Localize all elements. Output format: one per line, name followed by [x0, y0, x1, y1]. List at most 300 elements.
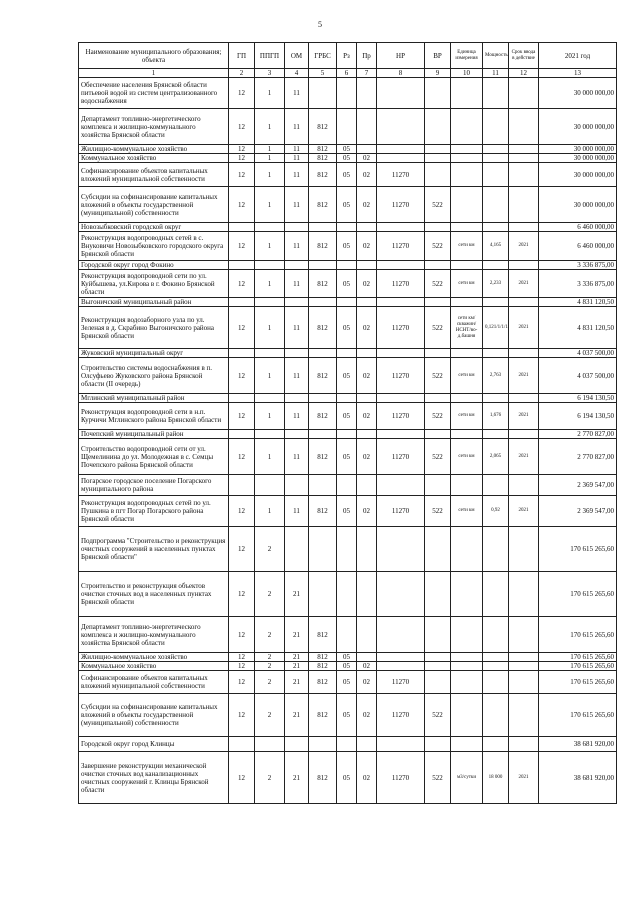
col-number: 10: [451, 69, 483, 78]
cell-vr: [425, 109, 451, 145]
cell-rz: [337, 261, 357, 270]
cell-vr: [425, 163, 451, 187]
cell-om: 11: [285, 109, 309, 145]
cell-ppgp: 1: [255, 78, 285, 109]
cell-grbs: 812: [309, 154, 337, 163]
cell-vr: 522: [425, 358, 451, 394]
cell-amount: 4 037 500,00: [539, 349, 617, 358]
cell-ppgp: 2: [255, 752, 285, 804]
cell-gp: 12: [229, 187, 255, 223]
cell-amount: 170 615 265,60: [539, 662, 617, 671]
cell-grbs: 812: [309, 496, 337, 527]
table-row: [79, 163, 617, 187]
header-row: [79, 43, 617, 69]
cell-amount: 170 615 265,60: [539, 617, 617, 653]
cell-grbs: 812: [309, 187, 337, 223]
cell-om: [285, 527, 309, 572]
cell-om: 11: [285, 78, 309, 109]
cell-pr: [357, 261, 377, 270]
cell-amount: 30 000 000,00: [539, 187, 617, 223]
cell-name: Строительство водопроводной сети от ул. Щемелинина до ул. Молодежная в с. Семцы Почепского района Брянской области: [79, 439, 229, 475]
cell-name: Департамент топливно-энергетического комплекса и жилищно-коммунального хозяйства Брянской области: [79, 617, 229, 653]
col-header-gp: ГП: [229, 43, 255, 69]
cell-grbs: [309, 298, 337, 307]
cell-unit: [451, 394, 483, 403]
col-number: 5: [309, 69, 337, 78]
cell-vr: 522: [425, 403, 451, 430]
cell-rz: [337, 430, 357, 439]
cell-name: Коммунальное хозяйство: [79, 662, 229, 671]
cell-power: [483, 78, 509, 109]
budget-table: [78, 42, 617, 804]
cell-om: 21: [285, 572, 309, 617]
cell-name: Софинансирование объектов капитальных вложений муниципальной собственности: [79, 671, 229, 694]
cell-ppgp: 2: [255, 617, 285, 653]
table-row: [79, 349, 617, 358]
cell-vr: [425, 617, 451, 653]
cell-om: [285, 298, 309, 307]
cell-power: [483, 109, 509, 145]
cell-nr: 11270: [377, 752, 425, 804]
cell-vr: 522: [425, 496, 451, 527]
cell-unit: [451, 430, 483, 439]
cell-year-in: 2021: [509, 307, 539, 349]
cell-ppgp: 2: [255, 572, 285, 617]
cell-unit: [451, 737, 483, 752]
cell-rz: [337, 475, 357, 496]
cell-gp: [229, 394, 255, 403]
cell-ppgp: 1: [255, 270, 285, 298]
cell-om: 21: [285, 752, 309, 804]
table-row: [79, 394, 617, 403]
cell-vr: 522: [425, 270, 451, 298]
cell-unit: сети км: [451, 232, 483, 261]
cell-grbs: 812: [309, 671, 337, 694]
cell-pr: 02: [357, 154, 377, 163]
cell-pr: 02: [357, 496, 377, 527]
cell-nr: 11270: [377, 403, 425, 430]
cell-pr: [357, 572, 377, 617]
cell-unit: [451, 163, 483, 187]
cell-pr: 02: [357, 694, 377, 737]
cell-ppgp: [255, 223, 285, 232]
cell-grbs: 812: [309, 270, 337, 298]
table-row: [79, 154, 617, 163]
cell-ppgp: 1: [255, 187, 285, 223]
col-header-pr: Пр: [357, 43, 377, 69]
table-row: [79, 187, 617, 223]
cell-nr: 11270: [377, 232, 425, 261]
cell-year-in: [509, 298, 539, 307]
cell-amount: 38 681 920,00: [539, 752, 617, 804]
table-row: [79, 307, 617, 349]
cell-gp: [229, 475, 255, 496]
cell-gp: 12: [229, 752, 255, 804]
cell-gp: 12: [229, 617, 255, 653]
cell-om: 21: [285, 617, 309, 653]
cell-vr: 522: [425, 752, 451, 804]
cell-pr: 02: [357, 232, 377, 261]
cell-name: Жилищно-коммунальное хозяйство: [79, 653, 229, 662]
cell-power: 0,92: [483, 496, 509, 527]
cell-pr: [357, 475, 377, 496]
cell-unit: сети км: [451, 439, 483, 475]
cell-grbs: 812: [309, 358, 337, 394]
cell-unit: [451, 671, 483, 694]
cell-nr: [377, 394, 425, 403]
page-number: 5: [318, 20, 322, 29]
cell-grbs: [309, 78, 337, 109]
cell-nr: 11270: [377, 163, 425, 187]
cell-om: [285, 394, 309, 403]
cell-nr: [377, 662, 425, 671]
cell-power: [483, 737, 509, 752]
cell-name: Строительство и реконструкция объектов очистки сточных вод в населенных пунктах Брянской области: [79, 572, 229, 617]
cell-pr: 02: [357, 163, 377, 187]
cell-vr: [425, 475, 451, 496]
cell-vr: 522: [425, 232, 451, 261]
cell-gp: 12: [229, 572, 255, 617]
cell-name: Выгоничский муниципальный район: [79, 298, 229, 307]
cell-nr: [377, 298, 425, 307]
cell-nr: [377, 145, 425, 154]
cell-om: 11: [285, 439, 309, 475]
cell-vr: [425, 154, 451, 163]
col-header-year: 2021 год: [539, 43, 617, 69]
cell-amount: 30 000 000,00: [539, 109, 617, 145]
cell-amount: 2 770 827,00: [539, 430, 617, 439]
cell-gp: 12: [229, 439, 255, 475]
cell-name: Софинансирование объектов капитальных вложений муниципальной собственности: [79, 163, 229, 187]
cell-amount: 2 369 547,00: [539, 475, 617, 496]
cell-year-in: [509, 154, 539, 163]
cell-om: 11: [285, 145, 309, 154]
cell-ppgp: 2: [255, 653, 285, 662]
table-row: [79, 439, 617, 475]
cell-pr: [357, 109, 377, 145]
cell-year-in: [509, 394, 539, 403]
cell-rz: 05: [337, 403, 357, 430]
cell-grbs: [309, 430, 337, 439]
col-header-name: Наименование муниципального образования; объекта: [79, 43, 229, 69]
cell-grbs: 812: [309, 439, 337, 475]
cell-gp: 12: [229, 307, 255, 349]
cell-nr: [377, 78, 425, 109]
cell-unit: м3/сутки: [451, 752, 483, 804]
cell-name: Завершение реконструкции механической очистки сточных вод канализационных очистных сооружений г. Клинцы Брянской области: [79, 752, 229, 804]
cell-name: Городской округ город Фокино: [79, 261, 229, 270]
cell-vr: [425, 145, 451, 154]
cell-gp: [229, 261, 255, 270]
numbering-row: [79, 69, 617, 78]
cell-power: 0,121/1/1/1: [483, 307, 509, 349]
cell-ppgp: 2: [255, 662, 285, 671]
cell-power: 18 000: [483, 752, 509, 804]
cell-year-in: 2021: [509, 232, 539, 261]
cell-pr: [357, 617, 377, 653]
col-number: 9: [425, 69, 451, 78]
cell-ppgp: 1: [255, 145, 285, 154]
cell-vr: [425, 737, 451, 752]
cell-rz: 05: [337, 187, 357, 223]
table-row: [79, 653, 617, 662]
cell-vr: 522: [425, 439, 451, 475]
col-number: 4: [285, 69, 309, 78]
col-number: 3: [255, 69, 285, 78]
cell-name: Реконструкция водопроводной сети по ул. Куйбышева, ул.Кирова в г. Фокино Брянской области: [79, 270, 229, 298]
cell-power: [483, 187, 509, 223]
col-number: 2: [229, 69, 255, 78]
cell-nr: 11270: [377, 694, 425, 737]
col-number: 12: [509, 69, 539, 78]
cell-grbs: [309, 737, 337, 752]
cell-amount: 170 615 265,60: [539, 694, 617, 737]
col-header-rz: Рз: [337, 43, 357, 69]
cell-nr: [377, 154, 425, 163]
cell-amount: 3 336 875,00: [539, 270, 617, 298]
col-header-ppgp: ППГП: [255, 43, 285, 69]
cell-grbs: 812: [309, 109, 337, 145]
cell-name: Реконструкция водопроводной сети в н.п. Курчичи Мглинского района Брянской области: [79, 403, 229, 430]
cell-om: 21: [285, 671, 309, 694]
cell-pr: [357, 145, 377, 154]
cell-pr: 02: [357, 187, 377, 223]
cell-nr: 11270: [377, 270, 425, 298]
cell-name: Жуковский муниципальный округ: [79, 349, 229, 358]
cell-amount: 4 831 120,50: [539, 298, 617, 307]
cell-name: Реконструкция водопроводных сетей по ул. Пушкина в пгт Погар Погарского района Брянской области: [79, 496, 229, 527]
cell-ppgp: [255, 261, 285, 270]
cell-name: Обеспечение населения Брянской области питьевой водой из систем централизованного водоснабжения: [79, 78, 229, 109]
cell-ppgp: [255, 349, 285, 358]
cell-rz: [337, 298, 357, 307]
cell-ppgp: 2: [255, 694, 285, 737]
cell-unit: [451, 187, 483, 223]
cell-power: [483, 154, 509, 163]
cell-rz: [337, 349, 357, 358]
cell-nr: [377, 527, 425, 572]
col-number: 6: [337, 69, 357, 78]
cell-om: 11: [285, 163, 309, 187]
cell-om: 11: [285, 270, 309, 298]
table-row: [79, 694, 617, 737]
cell-name: Погарское городское поселение Погарского муниципального района: [79, 475, 229, 496]
cell-grbs: [309, 223, 337, 232]
cell-gp: 12: [229, 270, 255, 298]
cell-year-in: [509, 737, 539, 752]
cell-unit: [451, 662, 483, 671]
cell-year-in: [509, 694, 539, 737]
cell-gp: 12: [229, 232, 255, 261]
cell-nr: [377, 349, 425, 358]
cell-rz: [337, 78, 357, 109]
cell-pr: 02: [357, 671, 377, 694]
cell-rz: [337, 109, 357, 145]
cell-pr: [357, 223, 377, 232]
col-number: 8: [377, 69, 425, 78]
cell-grbs: 812: [309, 232, 337, 261]
cell-year-in: 2021: [509, 439, 539, 475]
cell-year-in: [509, 572, 539, 617]
cell-ppgp: [255, 430, 285, 439]
col-header-commission: Срок ввода в действие: [509, 43, 539, 69]
cell-gp: 12: [229, 109, 255, 145]
cell-vr: [425, 572, 451, 617]
cell-nr: [377, 223, 425, 232]
cell-om: [285, 223, 309, 232]
cell-nr: 11270: [377, 187, 425, 223]
cell-gp: [229, 223, 255, 232]
cell-nr: 11270: [377, 307, 425, 349]
cell-ppgp: 1: [255, 232, 285, 261]
cell-vr: [425, 223, 451, 232]
cell-ppgp: 1: [255, 358, 285, 394]
cell-name: Жилищно-коммунальное хозяйство: [79, 145, 229, 154]
cell-nr: [377, 617, 425, 653]
cell-gp: 12: [229, 358, 255, 394]
cell-rz: 05: [337, 439, 357, 475]
cell-om: 21: [285, 653, 309, 662]
cell-ppgp: 1: [255, 403, 285, 430]
cell-name: Городской округ город Клинцы: [79, 737, 229, 752]
cell-pr: 02: [357, 662, 377, 671]
cell-om: 11: [285, 358, 309, 394]
cell-nr: [377, 653, 425, 662]
cell-ppgp: [255, 737, 285, 752]
table-row: [79, 430, 617, 439]
cell-om: 11: [285, 187, 309, 223]
cell-rz: [337, 617, 357, 653]
cell-om: [285, 475, 309, 496]
cell-om: 21: [285, 662, 309, 671]
cell-pr: [357, 527, 377, 572]
cell-rz: 05: [337, 752, 357, 804]
cell-nr: 11270: [377, 439, 425, 475]
cell-year-in: [509, 163, 539, 187]
cell-unit: [451, 694, 483, 737]
cell-pr: [357, 430, 377, 439]
cell-grbs: 812: [309, 403, 337, 430]
cell-rz: 05: [337, 145, 357, 154]
cell-vr: [425, 430, 451, 439]
col-number: 11: [483, 69, 509, 78]
cell-year-in: [509, 671, 539, 694]
cell-power: 2,763: [483, 358, 509, 394]
cell-unit: [451, 527, 483, 572]
table-body: [79, 78, 617, 804]
table-row: [79, 232, 617, 261]
cell-amount: 2 369 547,00: [539, 496, 617, 527]
cell-pr: [357, 737, 377, 752]
cell-om: [285, 737, 309, 752]
cell-ppgp: [255, 394, 285, 403]
cell-amount: 3 336 875,00: [539, 261, 617, 270]
cell-nr: [377, 475, 425, 496]
cell-pr: [357, 349, 377, 358]
cell-ppgp: 1: [255, 496, 285, 527]
cell-amount: 30 000 000,00: [539, 163, 617, 187]
cell-nr: [377, 737, 425, 752]
table-row: [79, 572, 617, 617]
cell-year-in: [509, 430, 539, 439]
cell-pr: 02: [357, 403, 377, 430]
table-row: [79, 298, 617, 307]
cell-rz: 05: [337, 653, 357, 662]
cell-gp: 12: [229, 163, 255, 187]
cell-year-in: [509, 653, 539, 662]
cell-amount: 170 615 265,60: [539, 671, 617, 694]
cell-amount: 4 831 120,50: [539, 307, 617, 349]
cell-ppgp: [255, 298, 285, 307]
cell-gp: [229, 298, 255, 307]
cell-unit: [451, 349, 483, 358]
cell-rz: 05: [337, 232, 357, 261]
cell-om: [285, 349, 309, 358]
cell-amount: 30 000 000,00: [539, 145, 617, 154]
cell-amount: 4 037 500,00: [539, 358, 617, 394]
col-number: 1: [79, 69, 229, 78]
cell-pr: [357, 394, 377, 403]
cell-rz: 05: [337, 358, 357, 394]
cell-rz: [337, 527, 357, 572]
cell-power: [483, 671, 509, 694]
cell-rz: [337, 394, 357, 403]
cell-vr: [425, 671, 451, 694]
table-row: [79, 617, 617, 653]
cell-year-in: 2021: [509, 403, 539, 430]
table-row: [79, 223, 617, 232]
cell-power: [483, 475, 509, 496]
cell-amount: 6 460 000,00: [539, 223, 617, 232]
cell-vr: [425, 653, 451, 662]
cell-nr: [377, 572, 425, 617]
cell-ppgp: [255, 475, 285, 496]
cell-amount: 6 460 000,00: [539, 232, 617, 261]
cell-year-in: [509, 145, 539, 154]
cell-year-in: [509, 261, 539, 270]
cell-pr: 02: [357, 270, 377, 298]
cell-name: Реконструкция водопроводных сетей в с. Внуковичи Новозыбковского городского округа Брянской области: [79, 232, 229, 261]
cell-grbs: [309, 394, 337, 403]
cell-amount: 2 770 827,00: [539, 439, 617, 475]
cell-rz: 05: [337, 270, 357, 298]
cell-name: Коммунальное хозяйство: [79, 154, 229, 163]
cell-name: Подпрограмма "Строительство и реконструкция очистных сооружений в населенных пунктах Брянской области": [79, 527, 229, 572]
cell-pr: [357, 78, 377, 109]
cell-name: Новозыбковский городской округ: [79, 223, 229, 232]
cell-amount: 170 615 265,60: [539, 653, 617, 662]
cell-power: [483, 223, 509, 232]
cell-rz: [337, 737, 357, 752]
cell-rz: 05: [337, 496, 357, 527]
cell-year-in: [509, 662, 539, 671]
cell-power: 4,165: [483, 232, 509, 261]
cell-gp: 12: [229, 403, 255, 430]
cell-om: 21: [285, 694, 309, 737]
cell-power: [483, 430, 509, 439]
table-row: [79, 752, 617, 804]
cell-gp: 12: [229, 653, 255, 662]
cell-ppgp: 1: [255, 307, 285, 349]
table-row: [79, 671, 617, 694]
col-header-grbs: ГРБС: [309, 43, 337, 69]
cell-gp: [229, 349, 255, 358]
cell-year-in: [509, 617, 539, 653]
cell-year-in: 2021: [509, 358, 539, 394]
col-header-power: Мощность: [483, 43, 509, 69]
cell-om: [285, 261, 309, 270]
cell-om: 11: [285, 496, 309, 527]
